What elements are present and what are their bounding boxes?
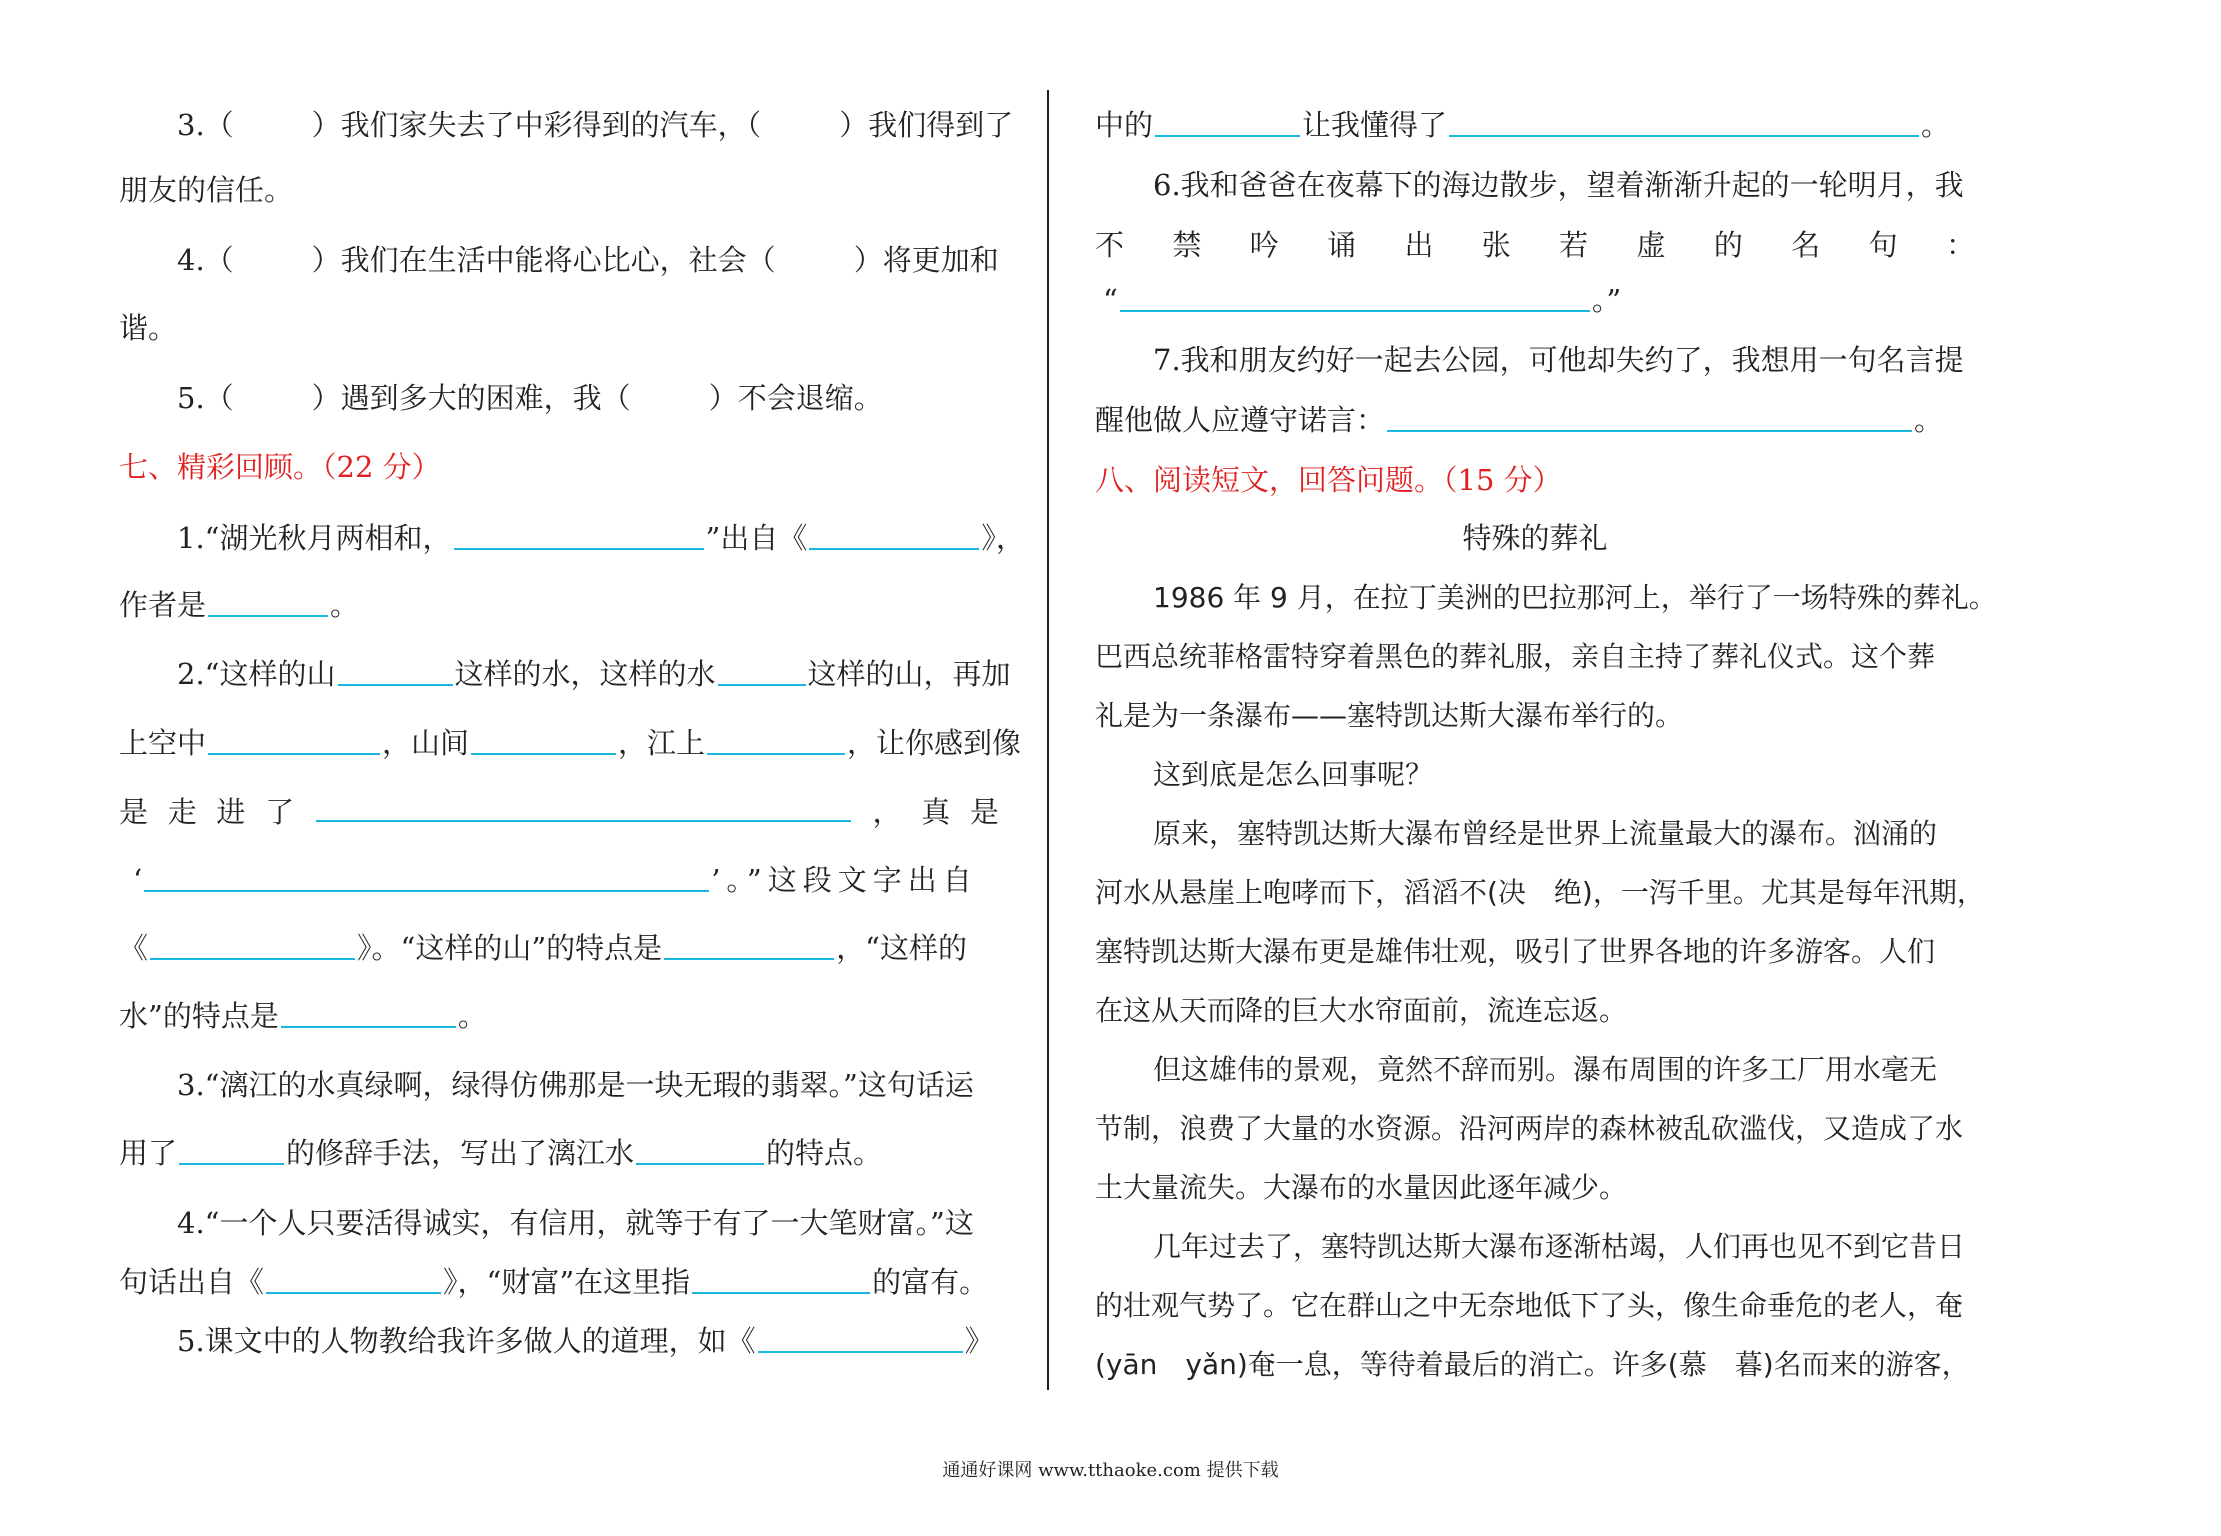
story-line: 原来，塞特凯达斯大瀑布曾经是世界上流量最大的瀑布。汹涌的 bbox=[1153, 817, 1938, 850]
q7-3-line1: 3.“漓江的水真绿啊，绿得仿佛那是一块无瑕的翡翠。”这句话运 bbox=[177, 1068, 974, 1102]
q7-4-line1: 4.“一个人只要活得诚实，有信用，就等于有了一大笔财富。”这 bbox=[177, 1206, 974, 1240]
q7-2-line2: 上空中 ，山间 ，江上 ，让你感到像 bbox=[119, 726, 1022, 760]
page-footer: 通通好课网 www.tthaoke.com 提供下载 bbox=[942, 1460, 1279, 1481]
blank[interactable] bbox=[1120, 282, 1590, 312]
story-line: 1986 年 9 月，在拉丁美洲的巴拉那河上，举行了一场特殊的葬礼。 bbox=[1153, 581, 1997, 614]
blank[interactable] bbox=[208, 725, 380, 755]
q7-1-line2: 作者是 。 bbox=[119, 588, 360, 622]
story-line: 这到底是怎么回事呢？ bbox=[1153, 758, 1434, 791]
q7-2-line6: 水”的特点是 。 bbox=[119, 999, 487, 1033]
q8-6-line3: “ 。” bbox=[1103, 283, 1622, 317]
blank[interactable] bbox=[281, 998, 456, 1028]
story-line: 几年过去了，塞特凯达斯大瀑布逐渐枯竭，人们再也见不到它昔日 bbox=[1153, 1230, 1966, 1263]
story-line: 节制，浪费了大量的水资源。沿河两岸的森林被乱砍滥伐，又造成了水 bbox=[1095, 1112, 1964, 1145]
q8-6-line1: 6.我和爸爸在夜幕下的海边散步，望着渐渐升起的一轮明月，我 bbox=[1153, 168, 1964, 202]
q6-4-line2: 谐。 bbox=[119, 311, 178, 345]
q6-4-line1: 4.（ ）我们在生活中能将心比心，社会（ ）将更加和 bbox=[177, 243, 999, 277]
q6-5-line: 5.（ ）遇到多大的困难，我（ ）不会退缩。 bbox=[177, 381, 883, 415]
story-line: (yān yǎn)奄一息，等待着最后的消亡。许多(慕 暮)名而来的游客， bbox=[1095, 1348, 1970, 1381]
blank[interactable] bbox=[471, 725, 616, 755]
story-line: 河水从悬崖上咆哮而下，滔滔不(决 绝)，一泻千里。尤其是每年汛期， bbox=[1095, 876, 1985, 909]
q8-6-line2: 不 禁 吟 诵 出 张 若 虚 的 名 句 ： bbox=[1095, 228, 1975, 262]
blank[interactable] bbox=[758, 1323, 963, 1353]
section-7-heading: 七、精彩回顾。（22 分） bbox=[119, 450, 441, 484]
q7-2-line1: 2.“这样的山 这样的水，这样的水 这样的山，再加 bbox=[177, 657, 1011, 691]
blank[interactable] bbox=[1449, 107, 1919, 137]
q8-7-line1: 7.我和朋友约好一起去公园，可他却失约了，我想用一句名言提 bbox=[1153, 343, 1964, 377]
blank[interactable] bbox=[1155, 107, 1300, 137]
blank[interactable] bbox=[208, 587, 328, 617]
q6-3-line2: 朋友的信任。 bbox=[119, 173, 294, 207]
blank[interactable] bbox=[316, 792, 851, 822]
blank[interactable] bbox=[1387, 402, 1912, 432]
q7-4-line2: 句话出自《 》，“财富”在这里指 的富有。 bbox=[119, 1265, 989, 1299]
story-line: 的壮观气势了。它在群山之中无奈地低下了头，像生命垂危的老人，奄 bbox=[1095, 1289, 1964, 1322]
blank[interactable] bbox=[718, 656, 806, 686]
story-line: 但这雄伟的景观，竟然不辞而别。瀑布周围的许多工厂用水毫无 bbox=[1153, 1053, 1938, 1086]
story-title: 特殊的葬礼 bbox=[1462, 521, 1608, 555]
q6-3-line1: 3.（ ）我们家失去了中彩得到的汽车，（ ）我们得到了 bbox=[177, 108, 1014, 142]
story-line: 塞特凯达斯大瀑布更是雄伟壮观，吸引了世界各地的许多游客。人们 bbox=[1095, 935, 1936, 968]
q7-3-line2: 用了 的修辞手法，写出了漓江水 的特点。 bbox=[119, 1136, 883, 1170]
q8-7-line2: 醒他做人应遵守诺言： 。 bbox=[1095, 403, 1944, 437]
q7-1-line1: 1.“湖光秋月两相和， ”出自《 》， bbox=[177, 521, 1025, 555]
blank[interactable] bbox=[266, 1264, 441, 1294]
blank[interactable] bbox=[338, 656, 453, 686]
column-divider bbox=[1047, 90, 1049, 1390]
blank[interactable] bbox=[707, 725, 845, 755]
story-line: 礼是为一条瀑布——塞特凯达斯大瀑布举行的。 bbox=[1095, 699, 1684, 732]
story-line: 巴西总统菲格雷特穿着黑色的葬礼服，亲自主持了葬礼仪式。这个葬 bbox=[1095, 640, 1936, 673]
q7-2-line4: ‘ ’。”这段文字出自 bbox=[133, 863, 978, 897]
blank[interactable] bbox=[144, 862, 709, 892]
blank[interactable] bbox=[150, 930, 355, 960]
blank[interactable] bbox=[664, 930, 834, 960]
blank[interactable] bbox=[692, 1264, 870, 1294]
blank[interactable] bbox=[454, 520, 704, 550]
q6-5-continuation: 中的 让我懂得了 。 bbox=[1095, 108, 1951, 142]
q7-2-line3: 是 走 进 了 ， 真 是 bbox=[119, 792, 999, 832]
section-8-heading: 八、阅读短文，回答问题。（15 分） bbox=[1095, 463, 1562, 497]
q7-2-line5: 《 》。“这样的山”的特点是 ，“这样的 bbox=[119, 931, 967, 965]
story-line: 土大量流失。大瀑布的水量因此逐年减少。 bbox=[1095, 1171, 1628, 1204]
blank[interactable] bbox=[809, 520, 979, 550]
blank[interactable] bbox=[179, 1135, 284, 1165]
blank[interactable] bbox=[636, 1135, 764, 1165]
q7-5-line: 5.课文中的人物教给我许多做人的道理，如《 》 bbox=[177, 1324, 994, 1358]
story-line: 在这从天而降的巨大水帘面前，流连忘返。 bbox=[1095, 994, 1628, 1027]
